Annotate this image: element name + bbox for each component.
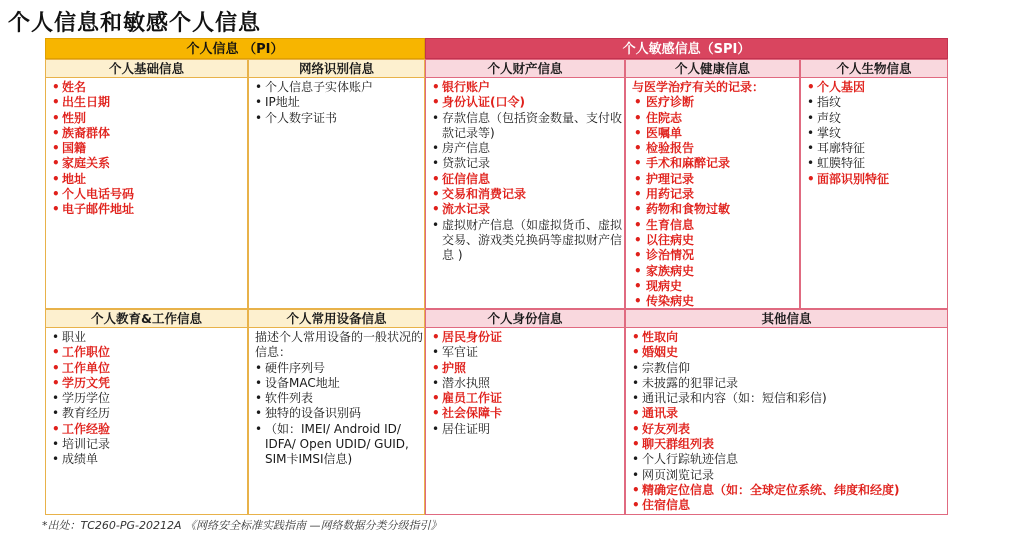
list-item: • 个人数字证书 xyxy=(255,111,424,126)
cell-health-info xyxy=(625,59,800,309)
list-item: • 培训记录 xyxy=(52,437,247,452)
list-item: • 好友列表 xyxy=(632,422,947,437)
cell-device-info-title: 个人常用设备信息 xyxy=(249,310,424,328)
education-info-list xyxy=(46,328,247,468)
list-item: • 聊天群组列表 xyxy=(632,437,947,452)
list-item: • 个人基因 xyxy=(807,80,947,95)
list-item: • 软件列表 xyxy=(255,391,424,406)
list-item: • 贷款记录 xyxy=(432,156,624,171)
list-item: • 潜水执照 xyxy=(432,376,624,391)
page-title: 个人信息和敏感个人信息 xyxy=(8,11,262,36)
list-item: • 药物和食物过敏 xyxy=(632,202,799,217)
list-item: • 教育经历 xyxy=(52,406,247,421)
list-item: • 社会保障卡 xyxy=(432,406,624,421)
cell-education-info-title: 个人教育&工作信息 xyxy=(46,310,247,328)
list-item: • 工作单位 xyxy=(52,361,247,376)
list-item: • 生育信息 xyxy=(632,218,799,233)
cell-other-info xyxy=(625,309,948,515)
list-item: • 虚拟财产信息（如虚拟货币、虚拟交易、游戏类兑换码等虚拟财产信息 ) xyxy=(432,218,624,264)
list-item: • 声纹 xyxy=(807,111,947,126)
cell-basic-info xyxy=(45,59,248,309)
list-item: • 成绩单 xyxy=(52,452,247,467)
pi-category-header: 个人信息 （PI） xyxy=(45,38,425,59)
list-item: • 用药记录 xyxy=(632,187,799,202)
list-item: • 个人电话号码 xyxy=(52,187,247,202)
list-item: • 流水记录 xyxy=(432,202,624,217)
list-item: • 现病史 xyxy=(632,279,799,294)
list-item: • 以往病史 xyxy=(632,233,799,248)
list-item: • 个人行踪轨迹信息 xyxy=(632,452,947,467)
list-item: • 手术和麻醉记录 xyxy=(632,156,799,171)
network-info-list xyxy=(249,78,424,126)
cell-identity-info-title: 个人身份信息 xyxy=(426,310,624,328)
classification-table xyxy=(45,38,948,515)
cell-lead-text: 与医学治疗有关的记录： xyxy=(632,80,765,94)
cell-bio-info-title: 个人生物信息 xyxy=(801,60,947,78)
list-item: • 掌纹 xyxy=(807,126,947,141)
device-info-list xyxy=(249,328,424,468)
list-item: • 婚姻史 xyxy=(632,345,947,360)
property-info-list xyxy=(426,78,624,264)
list-item: • 硬件序列号 xyxy=(255,361,424,376)
list-item: • 身份认证(口令) xyxy=(432,95,624,110)
list-item: • 医疗诊断 xyxy=(632,95,799,110)
list-item: • 住宿信息 xyxy=(632,498,947,513)
list-item: • 雇员工作证 xyxy=(432,391,624,406)
list-item: • 独特的设备识别码 xyxy=(255,406,424,421)
list-item: • 医嘱单 xyxy=(632,126,799,141)
cell-lead-text: 描述个人常用设备的一般状况的信息： xyxy=(255,330,424,360)
list-item: • 征信信息 xyxy=(432,172,624,187)
list-item: • 网页浏览记录 xyxy=(632,468,947,483)
list-item: • 电子邮件地址 xyxy=(52,202,247,217)
other-info-list xyxy=(626,328,947,514)
list-item: • 护理记录 xyxy=(632,172,799,187)
cell-other-info-title: 其他信息 xyxy=(626,310,947,328)
list-item: • 检验报告 xyxy=(632,141,799,156)
list-item: • 居住证明 xyxy=(432,422,624,437)
list-item: • 诊治情况 xyxy=(632,248,799,263)
source-footnote: *出处：TC260-PG-20212A 《网络安全标准实践指南 —网络数据分类分级指引》 xyxy=(42,519,442,532)
list-item: • 军官证 xyxy=(432,345,624,360)
list-item: • 居民身份证 xyxy=(432,330,624,345)
health-info-list xyxy=(626,78,799,309)
list-item: • 族裔群体 xyxy=(52,126,247,141)
list-item: • 设备MAC地址 xyxy=(255,376,424,391)
list-item: • 家庭关系 xyxy=(52,156,247,171)
list-item: • 虹膜特征 xyxy=(807,156,947,171)
cell-property-info-title: 个人财产信息 xyxy=(426,60,624,78)
list-item: • 护照 xyxy=(432,361,624,376)
list-item: • 精确定位信息（如：全球定位系统、纬度和经度) xyxy=(632,483,947,498)
list-item: • 房产信息 xyxy=(432,141,624,156)
basic-info-list xyxy=(46,78,247,218)
list-item: • 传染病史 xyxy=(632,294,799,309)
list-item: • 宗教信仰 xyxy=(632,361,947,376)
list-item: • IP地址 xyxy=(255,95,424,110)
list-item: • 工作经验 xyxy=(52,422,247,437)
list-item: • 指纹 xyxy=(807,95,947,110)
list-item: • 通讯记录和内容（如：短信和彩信) xyxy=(632,391,947,406)
cell-basic-info-title: 个人基础信息 xyxy=(46,60,247,78)
list-item: • 职业 xyxy=(52,330,247,345)
list-item: • 通讯录 xyxy=(632,406,947,421)
list-item: • 国籍 xyxy=(52,141,247,156)
list-item: • 工作职位 xyxy=(52,345,247,360)
list-item: • 姓名 xyxy=(52,80,247,95)
cell-property-info xyxy=(425,59,625,309)
list-item: • 耳廓特征 xyxy=(807,141,947,156)
cell-health-info-title: 个人健康信息 xyxy=(626,60,799,78)
list-item: • 性别 xyxy=(52,111,247,126)
bio-info-list xyxy=(801,78,947,187)
cell-identity-info xyxy=(425,309,625,515)
list-item: • 未披露的犯罪记录 xyxy=(632,376,947,391)
cell-education-info xyxy=(45,309,248,515)
list-item: • 学历学位 xyxy=(52,391,247,406)
identity-info-list xyxy=(426,328,624,437)
list-item: • 家族病史 xyxy=(632,264,799,279)
list-item: • 性取向 xyxy=(632,330,947,345)
list-item: • 学历文凭 xyxy=(52,376,247,391)
list-item: • 地址 xyxy=(52,172,247,187)
cell-bio-info xyxy=(800,59,948,309)
list-item: • 银行账户 xyxy=(432,80,624,95)
list-item: • 出生日期 xyxy=(52,95,247,110)
list-item: • 交易和消费记录 xyxy=(432,187,624,202)
spi-category-header: 个人敏感信息（SPI） xyxy=(425,38,948,59)
cell-network-info-title: 网络识别信息 xyxy=(249,60,424,78)
list-item: • （如：IMEI/ Android ID/ IDFA/ Open UDID/ GUID, SIM卡IMSI信息) xyxy=(255,422,424,468)
list-item: • 存款信息（包括资金数量、支付收款记录等) xyxy=(432,111,624,142)
list-item: • 面部识别特征 xyxy=(807,172,947,187)
list-item: • 住院志 xyxy=(632,111,799,126)
cell-network-info xyxy=(248,59,425,309)
cell-device-info xyxy=(248,309,425,515)
list-item: • 个人信息子实体账户 xyxy=(255,80,424,95)
